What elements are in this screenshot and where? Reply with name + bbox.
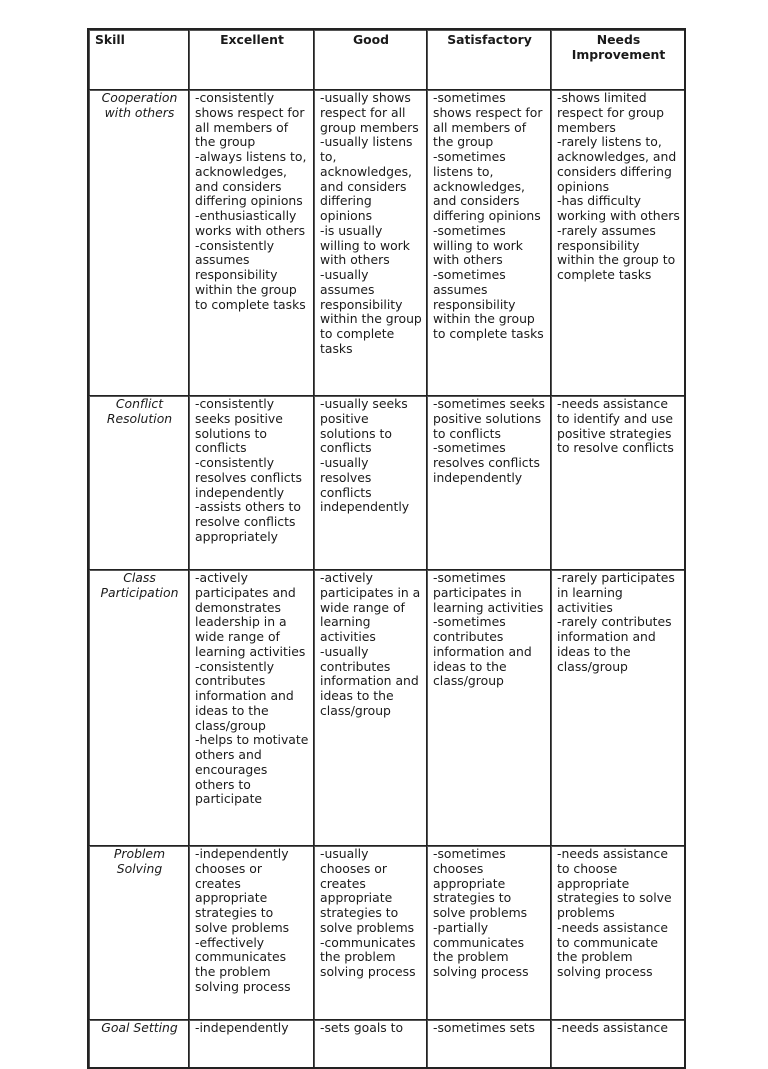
skill-cell: Cooperation with others xyxy=(89,90,189,396)
needs-improvement-cell: -shows limited respect for group members -rarely listens to, acknowledges, and considers differing opinions -has difficulty working with others -rarely assumes responsibility within the group to complete tasks xyxy=(551,90,684,396)
column-header-excellent: Excellent xyxy=(189,30,314,90)
good-cell: -usually seeks positive solutions to conflicts -usually resolves conflicts independently xyxy=(314,396,427,570)
satisfactory-cell: -sometimes shows respect for all members of the group -sometimes listens to, acknowledges, and considers differing opinions -sometimes willing to work with others -sometimes assumes responsibility within the group to complete tasks xyxy=(427,90,551,396)
good-cell: -usually chooses or creates appropriate strategies to solve problems -communicates the problem solving process xyxy=(314,846,427,1020)
satisfactory-cell: -sometimes seeks positive solutions to conflicts -sometimes resolves conflicts independently xyxy=(427,396,551,570)
excellent-cell: -independently xyxy=(189,1020,314,1067)
good-cell: -usually shows respect for all group members -usually listens to, acknowledges, and considers differing opinions -is usually willing to work with others -usually assumes responsibility within the group to complete tasks xyxy=(314,90,427,396)
needs-improvement-cell: -needs assistance xyxy=(551,1020,684,1067)
skill-cell: Problem Solving xyxy=(89,846,189,1020)
column-header-skill: Skill xyxy=(89,30,189,90)
needs-improvement-cell: -needs assistance to identify and use positive strategies to resolve conflicts xyxy=(551,396,684,570)
satisfactory-cell: -sometimes chooses appropriate strategies to solve problems -partially communicates the problem solving process xyxy=(427,846,551,1020)
column-header-satisfactory: Satisfactory xyxy=(427,30,551,90)
skill-cell: Conflict Resolution xyxy=(89,396,189,570)
needs-improvement-cell: -needs assistance to choose appropriate strategies to solve problems -needs assistance to communicate the problem solving process xyxy=(551,846,684,1020)
skill-cell: Goal Setting xyxy=(89,1020,189,1067)
needs-improvement-cell: -rarely participates in learning activities -rarely contributes information and ideas to the class/group xyxy=(551,570,684,846)
table-row xyxy=(89,570,684,846)
excellent-cell: -independently chooses or creates appropriate strategies to solve problems -effectively communicates the problem solving process xyxy=(189,846,314,1020)
satisfactory-cell: -sometimes participates in learning activities -sometimes contributes information and ideas to the class/group xyxy=(427,570,551,846)
column-header-needs-improvement: Needs Improvement xyxy=(551,30,684,90)
skill-cell: Class Participation xyxy=(89,570,189,846)
table-row xyxy=(89,90,684,396)
satisfactory-cell: -sometimes sets xyxy=(427,1020,551,1067)
table-row xyxy=(89,846,684,1020)
header-row xyxy=(89,30,684,90)
column-header-good: Good xyxy=(314,30,427,90)
good-cell: -actively participates in a wide range of learning activities -usually contributes information and ideas to the class/group xyxy=(314,570,427,846)
excellent-cell: -consistently shows respect for all members of the group -always listens to, acknowledges, and considers differing opinions -enthusiastically works with others -consistently assumes responsibility within the group to complete tasks xyxy=(189,90,314,396)
table-row xyxy=(89,396,684,570)
table-row xyxy=(89,1020,684,1067)
rubric-table xyxy=(87,28,686,1069)
good-cell: -sets goals to xyxy=(314,1020,427,1067)
excellent-cell: -actively participates and demonstrates leadership in a wide range of learning activities -consistently contributes information and ideas to the class/group -helps to motivate others and encourages others to participate xyxy=(189,570,314,846)
excellent-cell: -consistently seeks positive solutions to conflicts -consistently resolves conflicts independently -assists others to resolve conflicts appropriately xyxy=(189,396,314,570)
